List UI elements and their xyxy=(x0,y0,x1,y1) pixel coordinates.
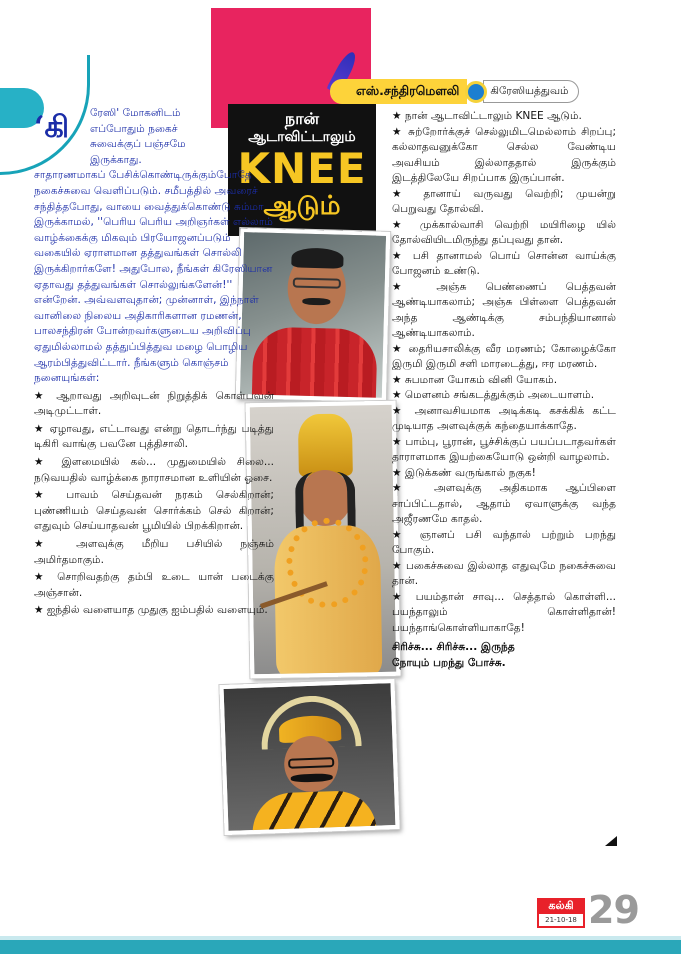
star-icon: ★ xyxy=(392,249,406,262)
star-icon: ★ xyxy=(34,389,49,402)
bullet-text: அளவுக்கு அதிகமாக ஆப்பிளை சாப்பிட்டதால், ஆதாம் ஏவாளுக்கு வந்த அஜீரணமே காதல். xyxy=(392,482,616,525)
bullet-text: அனாவசியமாக அடிக்கடி கசக்கிக் கட்ட முடியாத அளவுக்குக் கந்தையாக்காதே. xyxy=(392,404,616,432)
bullet-text: தானாய் வருவது வெற்றி; முயன்று பெறுவது தோல்வி. xyxy=(392,187,617,215)
closing-line-1: சிரிச்சு... சிரிச்சு... இருந்த xyxy=(392,641,515,653)
bullet-text: பயம்தான் சாவு... செத்தால் கொள்ளி... பயந்தாலும் கொள்ளிதான்! பயந்தாங்கொள்ளியாகாதே! xyxy=(392,590,617,634)
star-icon: ★ xyxy=(392,528,409,541)
author-name: எஸ்.சந்திரமௌலி xyxy=(330,79,467,104)
intro-body: சாதாரணமாகப் பேசிக்கொண்டிருக்கும்போதே நகைச்சுவை வெளிப்படும். சமீபத்தில் அவரைச் சந்தித்தபோது, வாயை வைத்துக்கொண்டு சும்மா இருக்காமல், ''பெரிய பெரிய அறிஞர்கள் எல்லாம் வாழ்க்கைக்கு மிகவும் பிரயோஜனப்படும் வகையில் ஏராளமான தத்துவங்கள் சொல்லி இருக்கிறார்களே! அதுபோல, நீங்கள் கிரேஸியான ஏதாவது தத்துவங்கள் சொல்லுங்களேன்!'' என்றேன். அவ்வளவுதான்; முன்னாள், இந்நாள் வானிலை நிலைய அதிகாரிகளான ரமணன், பாலசந்திரன் போன்றவர்களுடைய அறிவிப்பு ஏதுமில்லாமல் தத்துப்பித்துவ மழை பொழிய ஆரம்பித்துவிட்டார். நீங்களும் கொஞ்சம் நனையுங்கள்: xyxy=(34,169,273,385)
list-item xyxy=(392,109,616,125)
intro-line: சுவைக்குப் பஞ்சமே xyxy=(90,138,186,151)
hair-shape xyxy=(291,247,344,268)
star-icon: ★ xyxy=(392,342,404,355)
title-line-2: ஆடாவிட்டாலும் xyxy=(248,129,356,145)
bullet-text: பாவம் செய்தவன் நரகம் செல்கிறான்; புண்ணியம் செய்தவன் சொர்க்கம் செல் கிறான்; எதுவும் செய்யாதவன் பூமியில் பிறக்கிறான். xyxy=(34,489,275,533)
bullet-text: சொறிவதற்கு தம்பி உடை யான் படைக்கு அஞ்சான். xyxy=(34,571,274,599)
end-mark-icon xyxy=(605,836,617,846)
bullet-text: சுபமான யோகம் வினி யோகம். xyxy=(404,373,558,386)
list-item xyxy=(34,537,274,568)
page-number: 29 xyxy=(588,888,639,932)
list-item xyxy=(392,481,616,528)
bullet-text: முக்கால்வாசி வெற்றி மயிரிழை யில் தோல்வியிடமிருந்து தப்புவது தான். xyxy=(392,218,616,246)
list-item xyxy=(392,404,616,435)
bullet-dot-icon xyxy=(465,81,487,103)
list-item xyxy=(392,187,616,218)
star-icon: ★ xyxy=(34,456,51,469)
list-item xyxy=(392,388,616,404)
list-item xyxy=(392,466,616,482)
crown-shape xyxy=(298,413,353,476)
bullet-text: அளவுக்கு மீறிய பசியில் நஞ்சும் அமிர்தமாகும். xyxy=(34,538,274,566)
star-icon: ★ xyxy=(392,590,407,603)
bullet-text: நான் ஆடாவிட்டாலும் KNEE ஆடும். xyxy=(404,110,582,122)
bullet-text: பாம்பு, பூரான், பூச்சிக்குப் பயப்படாதவர்கள் தாராளமாக இயற்கையோடு ஒன்றி வாழலாம். xyxy=(392,435,616,463)
bottom-band xyxy=(0,940,681,954)
drop-cap: ‘கி xyxy=(34,110,70,145)
star-icon: ★ xyxy=(34,604,44,617)
bullet-text: பசி தானாமல் பொய் சொன்ன வாய்க்கு போஜனம் உண்டு. xyxy=(392,249,616,277)
star-icon: ★ xyxy=(34,571,49,584)
intro-line: எப்போதும் நகைச் xyxy=(90,122,178,135)
list-item xyxy=(392,528,616,559)
title-knee: KNEE xyxy=(237,144,367,193)
star-icon: ★ xyxy=(392,466,402,479)
title-line-1: நான் xyxy=(284,109,320,128)
list-item xyxy=(34,570,274,601)
glasses-shape xyxy=(293,277,341,288)
right-column xyxy=(392,109,616,671)
bullet-text: ஆறாவது அறிவுடன் நிறுத்திக் கொள்பவன் அடிமுட்டாள். xyxy=(34,389,275,418)
bullet-text: ஏழாவது, எட்டாவது என்று தொடர்ந்து படித்து டிகிரி வாங்கு பவனே புத்திசாலி. xyxy=(34,422,274,451)
intro-line: ரேஸி' மோகனிடம் xyxy=(90,107,181,119)
list-item xyxy=(34,488,274,535)
column-category: கிரேஸியத்துவம் xyxy=(483,80,579,103)
star-icon: ★ xyxy=(392,559,403,572)
star-icon: ★ xyxy=(392,482,417,494)
bullet-text: ஐந்தில் வளையாத முதுகு ஐம்பதில் வளையும். xyxy=(46,604,268,617)
bullet-text: இடுக்கண் வருங்கால் நகுக! xyxy=(404,466,536,479)
list-item xyxy=(34,422,274,453)
title-line-3: ஆடும் xyxy=(263,191,341,221)
list-item xyxy=(392,125,616,187)
list-item xyxy=(392,249,616,280)
bullet-text: சுற்றோர்க்குச் செல்லுமிடமெல்லாம் சிறப்பு; கல்லாதவனுக்கோ செல்ல வேண்டிய அவசியம் இல்லாததால் இருக்கும் இடத்திலேயே சிறப்பாக இருப்பான். xyxy=(392,125,617,184)
bullet-text: தைரியசாலிக்கு வீர மரணம்; கோழைக்கோ இருமி இருமி சளி மாரடைத்து, ஈர மரணம். xyxy=(392,342,616,370)
star-icon: ★ xyxy=(392,389,402,401)
moustache-shape xyxy=(302,298,330,306)
issue-date: 21-10-18 xyxy=(539,914,583,926)
bullet-text: அஞ்சு பெண்ணைப் பெத்தவன் ஆண்டியாகலாம்; அஞ்சு பிள்ளை பெத்தவன் அந்த ஆண்டிக்கு சம்பந்தியானால் ஆண்டியாகலாம். xyxy=(392,280,617,339)
tiger-costume-photo xyxy=(219,679,399,835)
star-icon: ★ xyxy=(392,110,402,122)
star-icon: ★ xyxy=(392,218,409,231)
list-item xyxy=(392,435,616,466)
bullet-text: மௌனம் சங்கடத்துக்கும் அடையாளம். xyxy=(404,389,595,401)
byline-bar xyxy=(330,79,612,104)
list-item xyxy=(392,342,616,373)
intro-line: இருக்காது. xyxy=(90,153,142,166)
magazine-name: கல்கி xyxy=(548,899,574,912)
magazine-logo xyxy=(537,898,585,928)
star-icon: ★ xyxy=(392,373,402,386)
closing-line-2: நோயும் பறந்து போச்சு. xyxy=(392,656,506,669)
list-item xyxy=(34,455,274,486)
glasses-shape xyxy=(288,757,334,769)
bullet-text: ஞானப் பசி வந்தால் பற்றும் பறந்து போகும். xyxy=(392,528,617,556)
star-icon: ★ xyxy=(392,187,411,200)
star-icon: ★ xyxy=(392,125,404,138)
intro-block xyxy=(34,106,274,387)
list-item xyxy=(392,590,616,637)
star-icon: ★ xyxy=(392,404,407,417)
star-icon: ★ xyxy=(34,422,45,435)
star-icon: ★ xyxy=(392,280,418,293)
bullet-text: இளமையில் கல்... முதுமையில் சிலை... நடுவயதில் வாழ்க்கை நாராசமான உளியின் ஓசை. xyxy=(34,456,274,484)
list-item xyxy=(34,389,274,420)
star-icon: ★ xyxy=(34,489,54,502)
list-item xyxy=(392,218,616,249)
list-item xyxy=(392,373,616,389)
list-item xyxy=(34,603,274,619)
star-icon: ★ xyxy=(34,538,59,551)
left-column xyxy=(34,106,274,619)
list-item xyxy=(392,559,616,590)
left-bullet-list xyxy=(34,389,274,619)
bullet-text: பகைச்சுவை இல்லாத எதுவுமே நகைச்சுவை தான். xyxy=(392,559,616,587)
star-icon: ★ xyxy=(392,435,402,448)
list-item xyxy=(392,280,616,342)
tiger-shirt-shape xyxy=(251,790,377,835)
